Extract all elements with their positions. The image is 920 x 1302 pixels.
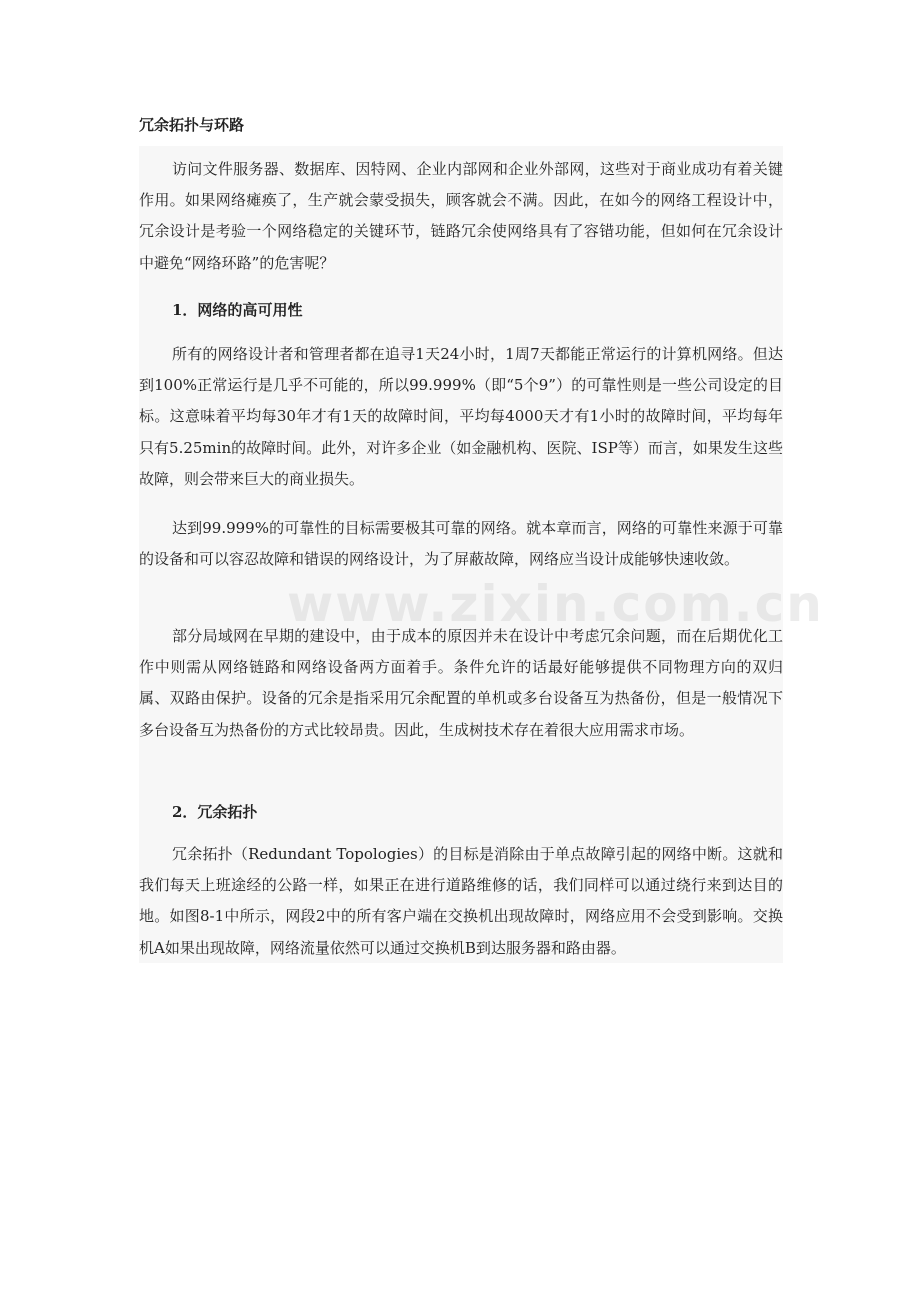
paragraph-intro: 访问文件服务器、数据库、因特网、企业内部网和企业外部网，这些对于商业成功有着关键作用。如果网络瘫痪了，生产就会蒙受损失，顾客就会不满。因此，在如今的网络工程设计中，冗余设计是考验一个网络稳定的关键环节，链路冗余使网络具有了容错功能，但如何在冗余设计中避免“网络环路”的危害呢？ bbox=[139, 160, 783, 272]
paragraph-redundant-topology: 冗余拓扑（Redundant Topologies）的目标是消除由于单点故障引起的网络中断。这就和我们每天上班途经的公路一样，如果正在进行道路维修的话，我们同样可以通过绕行来到达目的地。如图8-1中所示，网段2中的所有客户端在交换机出现故障时，网络应用不会受到影响。交换机A如果出现故障，网络流量依然可以通过交换机B到达服务器和路由器。 bbox=[139, 845, 783, 957]
section-heading-high-availability: 1．网络的高可用性 bbox=[172, 301, 303, 319]
watermark: www.zixin.com.cn bbox=[287, 575, 824, 633]
paragraph-lan-redundancy: 部分局域网在早期的建设中，由于成本的原因并未在设计中考虑冗余问题，而在后期优化工作中则需从网络链路和网络设备两方面着手。条件允许的话最好能够提供不同物理方向的双归属、双路由保护。设备的冗余是指采用冗余配置的单机或多台设备互为热备份，但是一般情况下多台设备互为热备份的方式比较昂贵。因此，生成树技术存在着很大应用需求市场。 bbox=[139, 627, 783, 739]
page-title: 冗余拓扑与环路 bbox=[139, 116, 245, 134]
article-body bbox=[139, 146, 783, 963]
paragraph-availability: 所有的网络设计者和管理者都在追寻1天24小时，1周7天都能正常运行的计算机网络。但达到100%正常运行是几乎不可能的，所以99.999%（即“5个9”）的可靠性则是一些公司设定的目标。这意味着平均每30年才有1天的故障时间，平均每4000天才有1小时的故障时间，平均每年只有5.25min的故障时间。此外，对许多企业（如金融机构、医院、ISP等）而言，如果发生这些故障，则会带来巨大的商业损失。 bbox=[139, 345, 783, 488]
paragraph-reliability: 达到99.999%的可靠性的目标需要极其可靠的网络。就本章而言，网络的可靠性来源于可靠的设备和可以容忍故障和错误的网络设计，为了屏蔽故障，网络应当设计成能够快速收敛。 bbox=[139, 519, 783, 569]
section-heading-redundant-topology: 2．冗余拓扑 bbox=[172, 803, 258, 821]
